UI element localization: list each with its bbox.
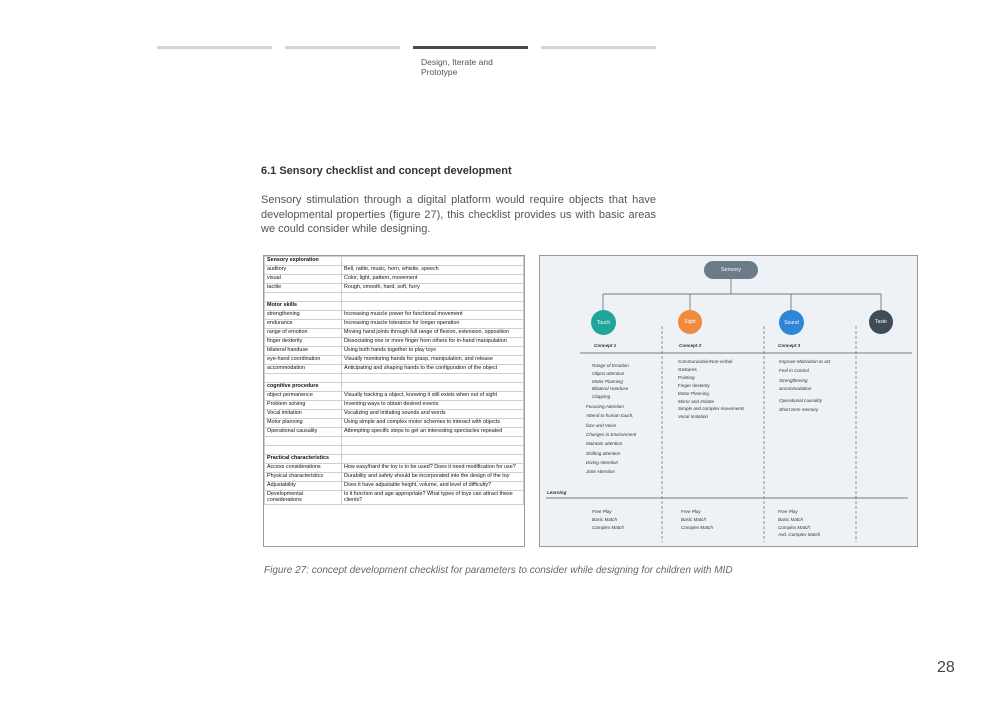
node-touch: Touch xyxy=(591,310,616,335)
parameter-name: auditory xyxy=(265,266,342,275)
concept-2-item: Finger dexterity xyxy=(678,382,710,388)
concept-2-item: Gestures xyxy=(678,366,697,372)
parameter-description: Bell, rattle, music, horn, whistle, speech xyxy=(342,266,524,275)
parameter-description xyxy=(342,374,524,383)
parameter-name: range of emotion xyxy=(265,329,342,338)
parameter-description xyxy=(342,455,524,464)
concept-1-attention-item: Changes in Environment xyxy=(586,431,637,437)
parameter-description xyxy=(342,446,524,455)
parameter-name: Motor planning xyxy=(265,419,342,428)
parameter-name: tactile xyxy=(265,284,342,293)
concept-3-item: Improve Motivation to act xyxy=(779,359,831,364)
parameter-description: Increasing muscle power for functional movement xyxy=(342,311,524,320)
table-row xyxy=(265,455,524,464)
learning-1-item: Complex Match xyxy=(592,524,624,530)
category-heading: Motor skills xyxy=(265,302,342,311)
learning-1-item: Basic Match xyxy=(592,516,618,522)
parameter-name: Physical characteristics xyxy=(265,473,342,482)
parameter-description: Moving hand joints through full range of flexion, extension, opposition xyxy=(342,329,524,338)
table-row xyxy=(265,437,524,446)
concept-1-attention-item: Joint Attention xyxy=(586,469,615,475)
learning-2-item: Free Play xyxy=(681,509,701,514)
concept-2-item: Motor Planning xyxy=(678,390,709,396)
table-row xyxy=(265,491,524,505)
parameter-description xyxy=(342,437,524,446)
parameter-name: accommodation xyxy=(265,365,342,374)
table-row xyxy=(265,428,524,437)
parameter-name: Vocal imitation xyxy=(265,410,342,419)
concept-3-item: Operational causality xyxy=(779,398,822,403)
table-row xyxy=(265,302,524,311)
learning-2-item: Complex Match xyxy=(681,524,713,530)
table-row xyxy=(265,419,524,428)
parameter-description: Increasing muscle tolerance for longer operation xyxy=(342,320,524,329)
parameter-name: bilateral handuse xyxy=(265,347,342,356)
table-row xyxy=(265,293,524,302)
progress-step-2 xyxy=(285,46,400,49)
parameter-description xyxy=(342,293,524,302)
table-row xyxy=(265,311,524,320)
node-taste: Taste xyxy=(869,310,893,334)
concept-2-item: Mirror and Imitate xyxy=(678,398,714,404)
parameter-description: Color, light, pattern, movement xyxy=(342,275,524,284)
parameter-name: Access considerations xyxy=(265,464,342,473)
concept-2-item: CommunicationNon-verbal xyxy=(678,359,733,364)
concept-1-item: Range of Emotion xyxy=(592,363,629,368)
concept-heading: Concept 2 xyxy=(679,343,702,348)
parameter-name: object permanence xyxy=(265,392,342,401)
table-row xyxy=(265,365,524,374)
parameter-description xyxy=(342,257,524,266)
table-row xyxy=(265,257,524,266)
concept-heading: Concept 1 xyxy=(594,343,617,348)
parameter-description: Attempting specific steps to get an interesting spectacles repeated xyxy=(342,428,524,437)
category-heading: cognitive procedure xyxy=(265,383,342,392)
parameter-description: Visually monitoring hands for grasp, manipulation, and release xyxy=(342,356,524,365)
diagram-root-sensory: Sensory xyxy=(704,261,758,279)
learning-1-item: Free Play xyxy=(592,509,612,514)
parameter-description: Dissociating one or more finger from others for in-hand manipulation xyxy=(342,338,524,347)
table-row xyxy=(265,446,524,455)
table-row xyxy=(265,383,524,392)
progress-step-3-active xyxy=(413,46,528,49)
node-sound: Sound xyxy=(779,310,804,335)
concept-2-item: Simple and complex movements xyxy=(678,406,745,412)
concept-1-attention-item: Maintain attention xyxy=(586,441,623,447)
concept-1-attention-item: Diving Attention xyxy=(586,459,619,465)
parameter-name: Problem solving xyxy=(265,401,342,410)
parameter-name: endurance xyxy=(265,320,342,329)
parameter-name: eye-hand coordination xyxy=(265,356,342,365)
concept-1-item: Clapping xyxy=(592,394,611,400)
concept-2-item: Pointing xyxy=(678,374,695,380)
parameter-name xyxy=(265,446,342,455)
parameter-description: Durability and safety should be incorporated into the design of the toy xyxy=(342,473,524,482)
parameter-description: Inventing ways to obtain desired events xyxy=(342,401,524,410)
learning-2-item: Basic Match xyxy=(681,516,707,522)
learning-3-item: Basic Match xyxy=(778,516,804,522)
parameter-name: visual xyxy=(265,275,342,284)
parameter-description: Vocalizing and imitating sounds and words xyxy=(342,410,524,419)
table-row xyxy=(265,392,524,401)
table-row xyxy=(265,482,524,491)
concept-3-item: Feel in Control xyxy=(779,368,809,373)
node-sight: Sight xyxy=(678,310,702,334)
concept-heading: Concept 3 xyxy=(778,343,801,348)
category-heading: Practical characteristics xyxy=(265,455,342,464)
concept-3-item: Short term memory xyxy=(779,407,819,412)
sensory-checklist-table xyxy=(263,255,525,547)
table-row xyxy=(265,464,524,473)
table-row xyxy=(265,320,524,329)
learning-label: Learning xyxy=(547,490,567,495)
table-row xyxy=(265,338,524,347)
concept-1-item: Motor Planning xyxy=(592,378,623,384)
learning-3-item: Free Play xyxy=(778,509,798,514)
parameter-description xyxy=(342,302,524,311)
concept-3-item: Strengthening xyxy=(779,378,808,383)
concept-1-item: Bilateral Handuse xyxy=(592,386,629,392)
learning-3-item: Avd. Complex Match xyxy=(778,532,821,538)
concept-2-item: Vocal Imitation xyxy=(678,414,708,420)
table-row xyxy=(265,275,524,284)
parameter-name xyxy=(265,437,342,446)
table-row xyxy=(265,410,524,419)
parameter-name: Developmental considerations xyxy=(265,491,342,505)
table-row xyxy=(265,356,524,365)
table-row xyxy=(265,401,524,410)
page-number: 28 xyxy=(937,659,955,676)
concept-diagram xyxy=(539,255,918,547)
parameter-name xyxy=(265,293,342,302)
section-body: Sensory stimulation through a digital platform would require objects that have developmental properties (figure 27), this checklist provides us with basic areas we could consider while designing. xyxy=(261,194,656,235)
parameter-name: finger dexterity xyxy=(265,338,342,347)
progress-step-1 xyxy=(157,46,272,49)
table-row xyxy=(265,266,524,275)
concept-1-attention-item: face and Voice xyxy=(586,422,617,428)
concept-1-attention-item: Shifting attention xyxy=(586,450,621,456)
parameter-description: Anticipating and shaping hands to the configuration of the object xyxy=(342,365,524,374)
concept-1-attention-item: Attend to human touch, xyxy=(586,413,634,419)
parameter-description: Visually tracking a object, knowing it still exists when out of sight xyxy=(342,392,524,401)
table-row xyxy=(265,347,524,356)
concept-3-item: accommodation xyxy=(779,386,812,391)
parameter-description: Is it function and age appropriate? What types of toys can attract these clients? xyxy=(342,491,524,505)
parameter-description xyxy=(342,383,524,392)
parameter-name: Adjustability xyxy=(265,482,342,491)
parameter-name: Operational causality xyxy=(265,428,342,437)
table-row xyxy=(265,284,524,293)
table-row xyxy=(265,329,524,338)
concept-1-item: Object attention xyxy=(592,370,625,376)
table-row xyxy=(265,473,524,482)
progress-step-4 xyxy=(541,46,656,49)
parameter-name: strengthening xyxy=(265,311,342,320)
category-heading: Sensory exploration xyxy=(265,257,342,266)
parameter-description: Using both hands together to play toys xyxy=(342,347,524,356)
figure-caption: Figure 27: concept development checklist for parameters to consider while designing for children with MID xyxy=(264,565,733,576)
section-title: 6.1 Sensory checklist and concept development xyxy=(261,165,512,177)
table-row xyxy=(265,374,524,383)
concept-1-attention-item: Focusing Attention xyxy=(586,404,624,409)
learning-3-item: Complex Match xyxy=(778,524,810,530)
parameter-name xyxy=(265,374,342,383)
current-step-label: Design, Iterate and Prototype xyxy=(421,57,493,77)
parameter-description: Using simple and complex motor schemes to interact with objects xyxy=(342,419,524,428)
parameter-description: Rough, smooth, hard, soft, furry xyxy=(342,284,524,293)
parameter-description: How easy/hard the toy is to be used? Does it need modification for use? xyxy=(342,464,524,473)
parameter-description: Does it have adjustable height, volume, and level of difficulty? xyxy=(342,482,524,491)
